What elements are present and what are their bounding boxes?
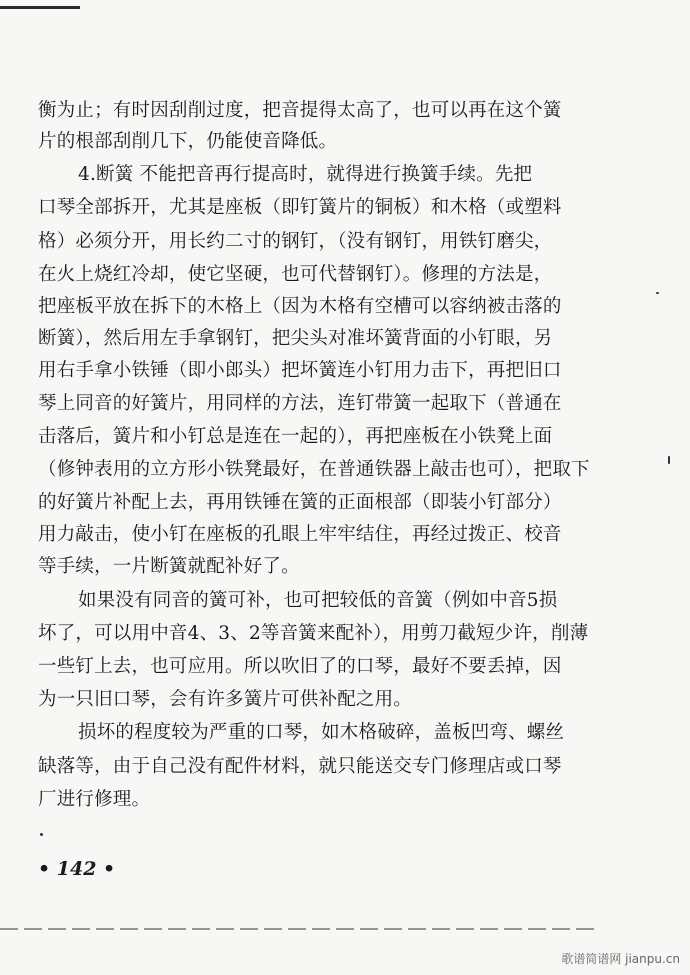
text-line: 衡为止；有时因刮削过度，把音提得太高了，也可以再在这个簧 bbox=[38, 100, 562, 121]
text-line: 的好簧片补配上去，再用铁锤在簧的正面根部（即装小钉部分） bbox=[38, 492, 562, 513]
section-heading-line: 4.断簧 不能把音再行提高时，就得进行换簧手续。先把 bbox=[78, 164, 533, 185]
text-line: 等手续，一片断簧就配补好了。 bbox=[38, 556, 300, 577]
text-line: 缺落等，由于自己没有配件材料，就只能送交专门修理店或口琴 bbox=[38, 756, 562, 777]
text-line: （修钟表用的立方形小铁凳最好，在普通铁器上敲击也可），把取下 bbox=[38, 459, 590, 480]
page-number: • 142 • bbox=[38, 858, 116, 880]
text-line: 断簧），然后用左手拿钢钉，把尖头对准坏簧背面的小钉眼，另 bbox=[38, 328, 553, 349]
watermark: 歌谱简谱网 jianpu.cn bbox=[561, 952, 680, 966]
scan-speck bbox=[40, 833, 43, 836]
text-line: 片的根部刮削几下，仍能使音降低。 bbox=[38, 131, 338, 152]
text-line: 格）必须分开，用长约二寸的钢钉，（没有钢钉，用铁钉磨尖， bbox=[38, 231, 553, 252]
scan-speck bbox=[668, 456, 670, 464]
text-line: 厂进行修理。 bbox=[38, 789, 151, 810]
text-line: 击落后，簧片和小钉总是连在一起的），再把座板在小铁凳上面 bbox=[38, 426, 553, 447]
text-line: 在火上烧红冷却，使它坚硬，也可代替钢钉）。修理的方法是， bbox=[38, 264, 553, 285]
paragraph-start-line: 损坏的程度较为严重的口琴，如木格破碎，盖板凹弯、螺丝 bbox=[78, 722, 565, 743]
text-line: 把座板平放在拆下的木格上（因为木格有空槽可以容纳被击落的 bbox=[38, 296, 562, 317]
text-line: 一些钉上去，也可应用。所以吹旧了的口琴，最好不要丢掉，因 bbox=[38, 656, 562, 677]
scan-speck bbox=[656, 292, 659, 294]
text-line: 用力敲击，使小钉在座板的孔眼上牢牢结住，再经过拨正、校音 bbox=[38, 524, 562, 545]
top-rule bbox=[0, 6, 80, 9]
bottom-rule bbox=[0, 928, 600, 930]
text-line: 琴上同音的好簧片，用同样的方法，连钉带簧一起取下（普通在 bbox=[38, 393, 562, 414]
text-line: 用右手拿小铁锤（即小郎头）把坏簧连小钉用力击下，再把旧口 bbox=[38, 360, 562, 381]
text-line: 为一只旧口琴，会有许多簧片可供补配之用。 bbox=[38, 689, 413, 710]
paragraph-start-line: 如果没有同音的簧可补，也可把较低的音簧（例如中音5损 bbox=[78, 590, 558, 611]
text-line: 坏了，可以用中音4、3、2等音簧来配补），用剪刀截短少许，削薄 bbox=[38, 623, 589, 644]
text-line: 口琴全部拆开，尤其是座板（即钉簧片的铜板）和木格（或塑料 bbox=[38, 197, 562, 218]
